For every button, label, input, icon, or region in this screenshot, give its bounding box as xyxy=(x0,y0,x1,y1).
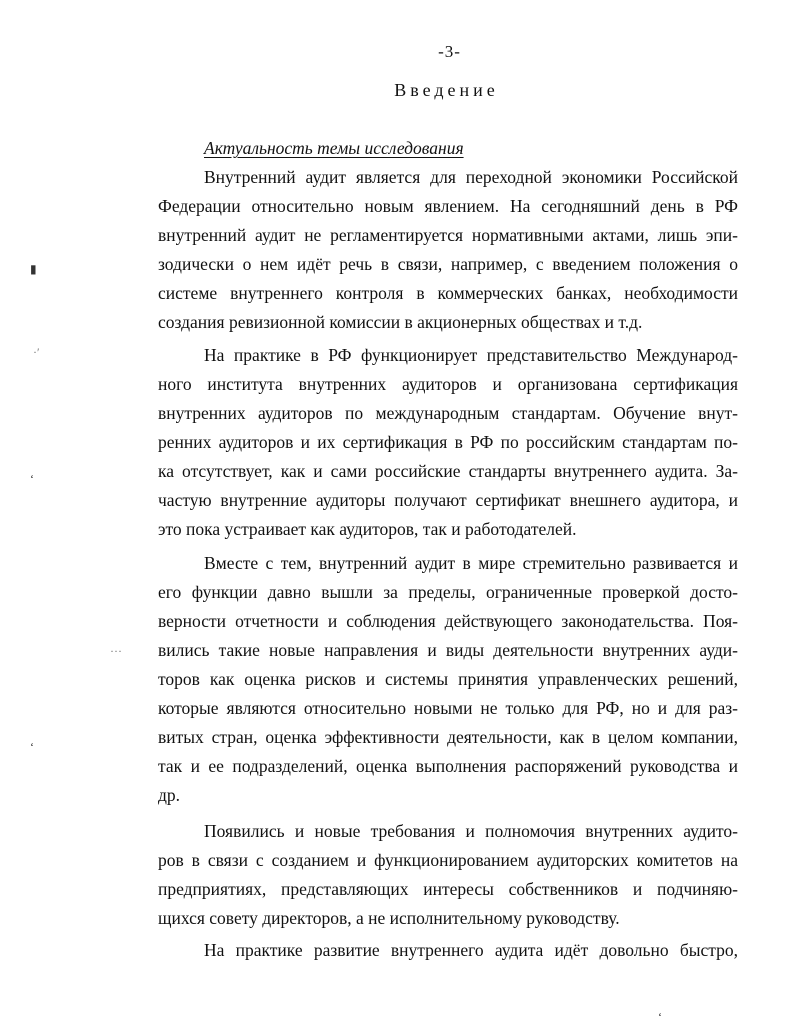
paragraph-line: витых стран, оценка эффективности деятельности, как в целом компании, xyxy=(158,727,738,747)
scan-mark: ‘ xyxy=(658,1010,662,1024)
paragraph-line: торов как оценка рисков и системы принятия управленческих решений, xyxy=(158,669,738,689)
paragraph-line: верности отчетности и соблюдения действующего законодательства. Поя- xyxy=(158,611,738,631)
scan-mark: ·′ xyxy=(33,345,40,359)
scan-mark: ▮ xyxy=(30,262,37,276)
paragraph-line: На практике развитие внутреннего аудита идёт довольно быстро, xyxy=(204,940,738,960)
paragraph-line: др. xyxy=(158,785,181,805)
paragraph-line: предприятиях, представляющих интересы собственников и подчиняю- xyxy=(158,879,738,899)
paragraph-line: На практике в РФ функционирует представительство Международ- xyxy=(204,345,738,365)
paragraph-line: ров в связи с созданием и функционированием аудиторских комитетов на xyxy=(158,850,738,870)
paragraph-line: системе внутреннего контроля в коммерческих банках, необходимости xyxy=(158,283,738,303)
paragraph-line: создания ревизионной комиссии в акционерных обществах и т.д. xyxy=(158,312,643,332)
paragraph-4 xyxy=(158,817,738,933)
paragraph-line: Вместе с тем, внутренний аудит в мире стремительно развивается и xyxy=(204,553,738,573)
paragraph-line: частую внутренние аудиторы получают сертификат внешнего аудитора, и xyxy=(158,490,738,510)
scan-mark: ‘ xyxy=(30,740,34,754)
paragraph-line: Федерации относительно новым явлением. На сегодняшний день в РФ xyxy=(158,196,738,216)
paragraph-1 xyxy=(158,163,738,337)
paragraph-line: его функции давно вышли за пределы, ограниченные проверкой досто- xyxy=(158,582,738,602)
scan-mark: ‘ xyxy=(30,472,34,486)
section-subheading: Актуальность темы исследования xyxy=(204,138,464,158)
paragraph-line: так и ее подразделений, оценка выполнения распоряжений руководства и xyxy=(158,756,738,776)
paragraph-line: Появились и новые требования и полномочия внутренних аудито- xyxy=(204,821,738,841)
paragraph-line: вились такие новые направления и виды деятельности внутренних ауди- xyxy=(158,640,738,660)
paragraph-line: ренних аудиторов и их сертификация в РФ по российским стандартам по- xyxy=(158,432,738,452)
paragraph-line: внутренних аудиторов по международным стандартам. Обучение внут- xyxy=(158,403,738,423)
paragraph-line: ка отсутствует, как и сами российские стандарты внутреннего аудита. За- xyxy=(158,461,738,481)
page-number: -3- xyxy=(438,42,461,61)
page-heading: Введение xyxy=(394,80,499,100)
paragraph-line: это пока устраивает как аудиторов, так и работодателей. xyxy=(158,519,577,539)
paragraph-3 xyxy=(158,549,738,810)
paragraph-line: внутренний аудит не регламентируется нормативными актами, лишь эпи- xyxy=(158,225,738,245)
paragraph-line: Внутренний аудит является для переходной экономики Российской xyxy=(204,167,738,187)
paragraph-line: которые являются относительно новыми не только для РФ, но и для раз- xyxy=(158,698,738,718)
paragraph-line: щихся совету директоров, а не исполнительному руководству. xyxy=(158,908,620,928)
paragraph-5 xyxy=(158,936,738,965)
paragraph-line: зодически о нем идёт речь в связи, например, с введением положения о xyxy=(158,254,738,274)
paragraph-line: ного института внутренних аудиторов и организована сертификация xyxy=(158,374,738,394)
scan-mark: ··· xyxy=(110,644,122,658)
paragraph-2 xyxy=(158,341,738,544)
